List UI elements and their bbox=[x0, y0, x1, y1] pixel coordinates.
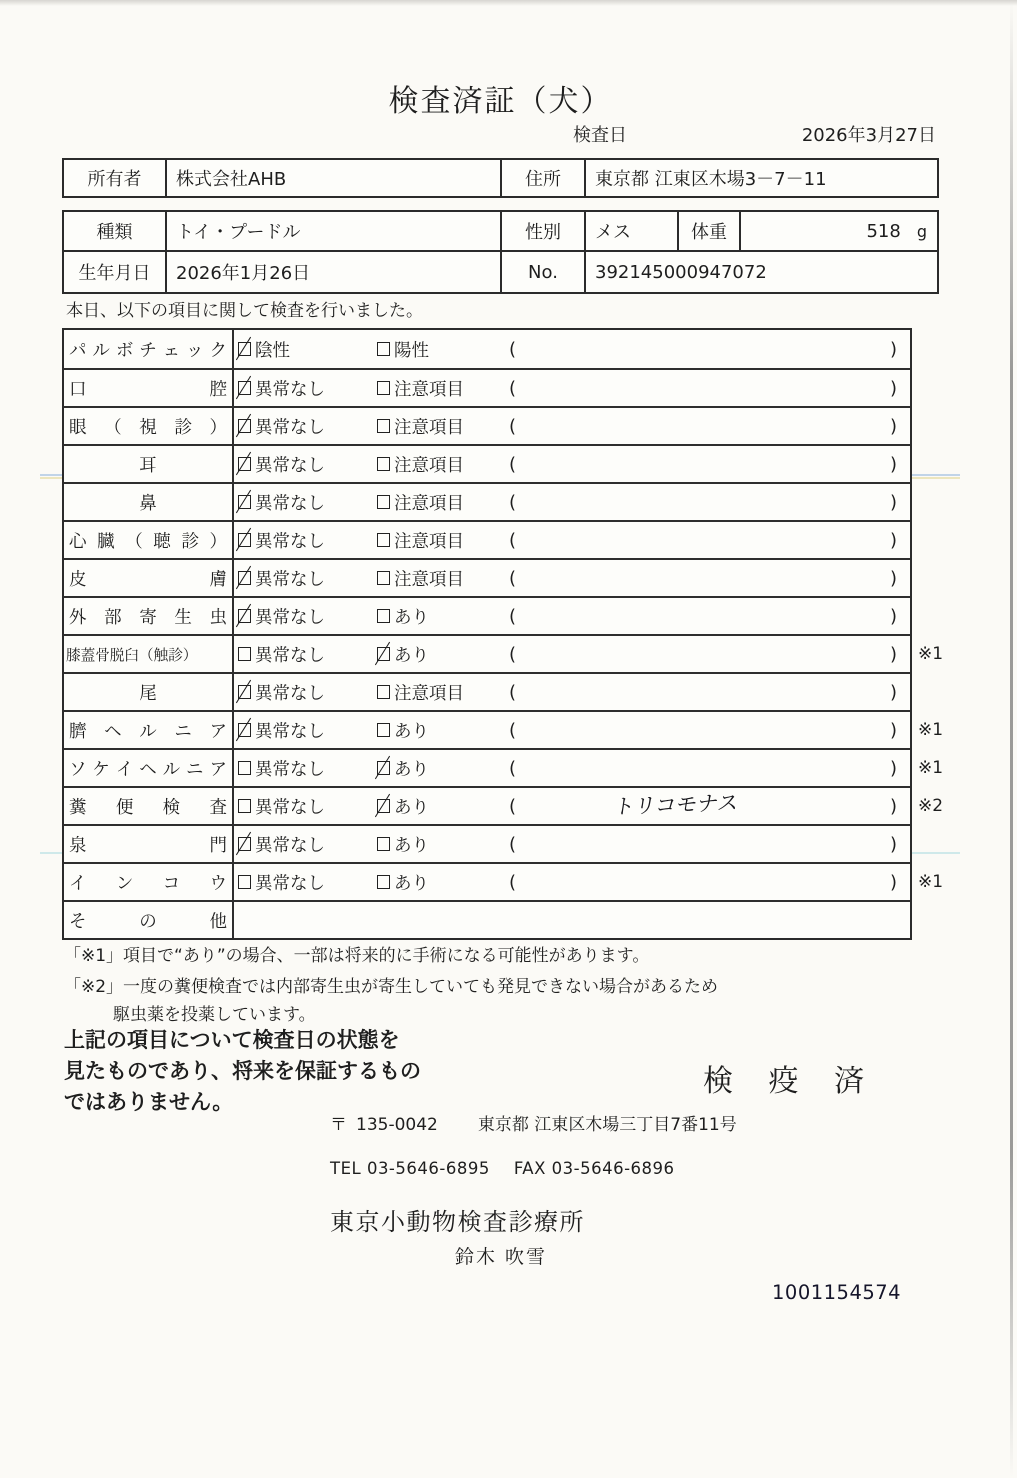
paren-close-char: ) bbox=[889, 377, 897, 399]
veterinarian-name: 鈴木 吹雪 bbox=[455, 1246, 548, 1268]
option-1 bbox=[238, 376, 377, 401]
row-label bbox=[64, 750, 234, 786]
check-table-row bbox=[64, 748, 944, 786]
checkbox-checked-icon bbox=[377, 761, 390, 775]
option-1-label: 異常なし bbox=[255, 493, 325, 514]
row-options bbox=[234, 484, 910, 520]
checkbox-icon bbox=[238, 761, 251, 775]
footnote-mark: ※1 bbox=[918, 872, 944, 892]
row-options bbox=[234, 446, 910, 482]
option-1-label: 異常なし bbox=[255, 683, 325, 704]
paren-open-char: ( bbox=[509, 833, 517, 855]
row-options bbox=[234, 750, 910, 786]
check-table-row bbox=[64, 406, 910, 444]
paren-open-char: ( bbox=[509, 643, 517, 665]
row-label-char: 口 bbox=[69, 379, 87, 400]
row-label bbox=[64, 330, 234, 368]
check-table-row bbox=[64, 520, 910, 558]
row-label-char: 診 bbox=[174, 417, 192, 438]
row-label-char: ニ bbox=[174, 721, 192, 742]
row-options bbox=[234, 788, 910, 824]
row-label-char: 生 bbox=[174, 607, 192, 628]
option-1-label: 異常なし bbox=[255, 797, 325, 818]
row-label-char: 便 bbox=[115, 797, 134, 818]
check-table-row bbox=[64, 900, 910, 938]
option-2 bbox=[377, 604, 509, 629]
option-2 bbox=[377, 490, 509, 515]
option-2-label: 注意項目 bbox=[394, 683, 464, 704]
paren-close-char: ) bbox=[889, 605, 897, 627]
clinic-fax: FAX 03-5646-6896 bbox=[513, 1159, 675, 1178]
quarantine-seal-text: 検 疫 済 bbox=[703, 1064, 878, 1099]
row-label-char: チ bbox=[139, 340, 157, 361]
birth-row bbox=[64, 250, 937, 292]
checkbox-icon bbox=[238, 647, 251, 661]
paren-close-char: ) bbox=[889, 643, 897, 665]
row-label-char: ） bbox=[209, 417, 227, 438]
weight-value: 518 bbox=[866, 220, 901, 242]
option-1-label: 異常なし bbox=[255, 417, 325, 438]
checkbox-checked-icon bbox=[238, 723, 251, 737]
check-table-row bbox=[64, 596, 910, 634]
row-label-char: ソ bbox=[69, 759, 87, 780]
paren-close-char: ) bbox=[889, 529, 897, 551]
option-1-label: 異常なし bbox=[255, 835, 325, 856]
option-1 bbox=[238, 832, 377, 857]
row-label bbox=[64, 408, 234, 444]
checkbox-icon bbox=[238, 799, 251, 813]
option-2-label: 注意項目 bbox=[394, 569, 464, 590]
option-2 bbox=[377, 642, 509, 667]
postal-code: 135-0042 bbox=[356, 1115, 438, 1135]
row-options bbox=[234, 560, 910, 596]
option-2-label: あり bbox=[394, 721, 429, 742]
paren-close-char: ) bbox=[889, 491, 897, 513]
check-table-row bbox=[64, 330, 910, 368]
paren-open-char: ( bbox=[509, 453, 517, 475]
row-label-char: ン bbox=[115, 873, 134, 894]
clinic-address: 東京都 江東区木場三丁目7番11号 bbox=[477, 1115, 737, 1135]
paren-open-char: ( bbox=[509, 605, 517, 627]
checkbox-icon bbox=[238, 875, 251, 889]
owner-value: 株式会社AHB bbox=[165, 160, 500, 196]
clinic-tel: TEL 03-5646-6895 bbox=[330, 1159, 490, 1178]
paren-close-char: ) bbox=[889, 681, 897, 703]
checkbox-checked-icon bbox=[238, 685, 251, 699]
paren-close-char: ) bbox=[889, 871, 897, 893]
option-1 bbox=[238, 337, 377, 362]
row-label-char: ル bbox=[139, 721, 157, 742]
row-label-char: 診 bbox=[181, 531, 199, 552]
checkbox-icon bbox=[377, 609, 390, 623]
row-label-char: コ bbox=[162, 873, 181, 894]
row-label-char: （ bbox=[104, 417, 122, 438]
option-1 bbox=[238, 490, 377, 515]
paren-open-char: ( bbox=[509, 338, 517, 360]
checkbox-checked-icon bbox=[238, 381, 251, 395]
footnote-mark: ※1 bbox=[918, 720, 944, 740]
sex-label: 性別 bbox=[500, 212, 584, 250]
row-options bbox=[234, 826, 910, 862]
disclaimer-line-2: 見たものであり、将来を保証するもの bbox=[64, 1059, 421, 1083]
inspection-date-value: 2026年3月27日 bbox=[801, 125, 936, 146]
checkbox-icon bbox=[377, 685, 390, 699]
paren-close-char: ) bbox=[889, 415, 897, 437]
row-label-char: イ bbox=[69, 873, 87, 894]
footnote-mark: ※1 bbox=[918, 644, 944, 664]
row-label: 膝蓋骨脱臼（触診） bbox=[64, 636, 234, 672]
option-1 bbox=[238, 414, 377, 439]
checkbox-icon bbox=[377, 495, 390, 509]
row-label bbox=[64, 826, 234, 862]
postal-mark: 〒 bbox=[330, 1115, 347, 1135]
breed-value: トイ・プードル bbox=[165, 212, 500, 250]
footnote-2-line1: 「※2」一度の糞便検査では内部寄生虫が寄生していても発見できない場合があるため bbox=[64, 977, 719, 997]
option-2 bbox=[377, 756, 509, 781]
checkbox-checked-icon bbox=[238, 837, 251, 851]
row-label-char: 糞 bbox=[69, 797, 87, 818]
row-options bbox=[234, 330, 910, 368]
weight-label: 体重 bbox=[677, 212, 739, 250]
row-label-char: ウ bbox=[209, 873, 227, 894]
checkbox-icon bbox=[377, 342, 390, 356]
paren-close-char: ) bbox=[889, 338, 897, 360]
option-2-label: 陽性 bbox=[394, 340, 429, 361]
paren-open-char: ( bbox=[509, 377, 517, 399]
option-2 bbox=[377, 452, 509, 477]
checkbox-checked-icon bbox=[238, 342, 251, 356]
check-table-row bbox=[64, 672, 910, 710]
check-table-row bbox=[64, 862, 944, 900]
paren-close-char: ) bbox=[889, 833, 897, 855]
option-1-label: 異常なし bbox=[255, 607, 325, 628]
row-options bbox=[234, 522, 910, 558]
row-label-char: 皮 bbox=[69, 569, 87, 590]
option-1 bbox=[238, 642, 377, 667]
paren-open-char: ( bbox=[509, 491, 517, 513]
paren-open-char: ( bbox=[509, 719, 517, 741]
row-label-char: ル bbox=[162, 759, 181, 780]
sex-value: メス bbox=[584, 212, 677, 250]
row-label-char: 門 bbox=[209, 835, 227, 856]
row-label-char: ニ bbox=[186, 759, 204, 780]
check-table-row bbox=[64, 786, 944, 824]
weight-cell bbox=[739, 212, 937, 250]
paren-open-char: ( bbox=[509, 757, 517, 779]
row-label: 尾 bbox=[64, 674, 234, 710]
paren-open-char: ( bbox=[509, 529, 517, 551]
paren-close-char: ) bbox=[889, 795, 897, 817]
paren-close-char: ) bbox=[889, 567, 897, 589]
checkbox-icon bbox=[377, 533, 390, 547]
check-table-row bbox=[64, 710, 944, 748]
row-label-char: 膚 bbox=[209, 569, 227, 590]
check-table-row bbox=[64, 824, 910, 862]
check-table-row bbox=[64, 444, 910, 482]
checkbox-checked-icon bbox=[238, 457, 251, 471]
row-label: 耳 bbox=[64, 446, 234, 482]
row-label-char: ッ bbox=[186, 340, 204, 361]
row-label-char: 臓 bbox=[97, 531, 115, 552]
paren-open-char: ( bbox=[509, 681, 517, 703]
option-2-label: 注意項目 bbox=[394, 493, 464, 514]
row-label-char: （ bbox=[125, 531, 143, 552]
option-1 bbox=[238, 870, 377, 895]
owner-label: 所有者 bbox=[87, 169, 142, 190]
option-1-label: 陰性 bbox=[255, 340, 290, 361]
row-label-char: 虫 bbox=[209, 607, 227, 628]
owner-table bbox=[62, 158, 939, 198]
checkbox-checked-icon bbox=[238, 571, 251, 585]
row-label bbox=[64, 902, 234, 938]
row-label-char: 査 bbox=[209, 797, 227, 818]
checkbox-icon bbox=[377, 457, 390, 471]
option-2 bbox=[377, 832, 509, 857]
row-label bbox=[64, 522, 234, 558]
option-1-label: 異常なし bbox=[255, 645, 325, 666]
row-label-char: ェ bbox=[162, 340, 181, 361]
inspection-date-label: 検査日 bbox=[573, 125, 627, 146]
birth-value: 2026年1月26日 bbox=[165, 252, 500, 292]
row-options bbox=[234, 598, 910, 634]
checkbox-checked-icon bbox=[377, 799, 390, 813]
disclaimer-line-1: 上記の項目について検査日の状態を bbox=[64, 1028, 400, 1052]
row-label-char: 心 bbox=[69, 531, 87, 552]
breed-row bbox=[64, 212, 937, 250]
disclaimer-line-3: ではありません。 bbox=[64, 1090, 234, 1114]
clinic-postal-row bbox=[330, 1110, 737, 1135]
check-table-row bbox=[64, 482, 910, 520]
row-label-char: ル bbox=[92, 340, 110, 361]
checkbox-checked-icon bbox=[238, 533, 251, 547]
option-1 bbox=[238, 566, 377, 591]
check-table-body bbox=[62, 328, 944, 940]
no-label: No. bbox=[500, 252, 584, 292]
option-2-label: 注意項目 bbox=[394, 417, 464, 438]
row-label-char: そ bbox=[69, 911, 87, 932]
checkbox-checked-icon bbox=[238, 495, 251, 509]
footnote-mark: ※1 bbox=[918, 758, 944, 778]
row-label bbox=[64, 712, 234, 748]
row-label bbox=[64, 788, 234, 824]
disclaimer-statement bbox=[64, 1025, 421, 1118]
row-label-char: 泉 bbox=[69, 835, 87, 856]
option-1-label: 異常なし bbox=[255, 379, 325, 400]
clinic-name: 東京小動物検査診療所 bbox=[330, 1208, 585, 1236]
row-label-char: 臍 bbox=[69, 721, 87, 742]
handwritten-note: トリコモナス bbox=[612, 790, 741, 820]
row-label-char: ヘ bbox=[139, 759, 157, 780]
inspection-date-row bbox=[62, 121, 939, 145]
row-options bbox=[234, 370, 910, 406]
checkbox-icon bbox=[377, 381, 390, 395]
breed-label: 種類 bbox=[96, 222, 133, 243]
row-label-char: イ bbox=[115, 759, 134, 780]
option-2-label: あり bbox=[394, 607, 429, 628]
footnote-2-line2: 駆虫薬を投薬しています。 bbox=[113, 1005, 316, 1025]
intro-text: 本日、以下の項目に関して検査を行いました。 bbox=[66, 301, 423, 321]
footnote-mark: ※2 bbox=[918, 796, 944, 816]
checkbox-icon bbox=[377, 571, 390, 585]
paren-close-char: ) bbox=[889, 757, 897, 779]
row-options bbox=[234, 674, 910, 710]
row-label-char: ボ bbox=[115, 340, 134, 361]
scan-right-edge-line bbox=[1010, 0, 1013, 1478]
option-1 bbox=[238, 452, 377, 477]
address-label: 住所 bbox=[500, 160, 584, 196]
option-1 bbox=[238, 718, 377, 743]
option-2-label: 注意項目 bbox=[394, 455, 464, 476]
option-1-label: 異常なし bbox=[255, 759, 325, 780]
check-table-row bbox=[64, 634, 944, 672]
option-2 bbox=[377, 528, 509, 553]
row-label-char: ア bbox=[209, 759, 227, 780]
row-options bbox=[234, 864, 910, 900]
option-2 bbox=[377, 566, 509, 591]
option-2 bbox=[377, 680, 509, 705]
checkbox-icon bbox=[377, 723, 390, 737]
row-label-char: 検 bbox=[162, 797, 181, 818]
row-options bbox=[234, 636, 910, 672]
row-label-char: 部 bbox=[104, 607, 122, 628]
row-label-char: ア bbox=[209, 721, 227, 742]
paren-open-char: ( bbox=[509, 795, 517, 817]
row-label bbox=[64, 370, 234, 406]
clinic-tel-row bbox=[330, 1159, 675, 1178]
option-1 bbox=[238, 680, 377, 705]
row-label-char: の bbox=[139, 911, 157, 932]
footnote-1: 「※1」項目で“あり”の場合、一部は将来的に手術になる可能性があります。 bbox=[64, 946, 650, 966]
address-value: 東京都 江東区木場3－7－11 bbox=[584, 160, 937, 196]
checkbox-checked-icon bbox=[238, 609, 251, 623]
option-1 bbox=[238, 756, 377, 781]
check-table-row bbox=[64, 368, 910, 406]
paren-open-char: ( bbox=[509, 415, 517, 437]
option-2-label: あり bbox=[394, 797, 429, 818]
animal-info-table bbox=[62, 210, 939, 294]
row-label bbox=[64, 598, 234, 634]
document-title: 検査済証（犬） bbox=[388, 84, 613, 119]
option-2-label: あり bbox=[394, 835, 429, 856]
option-2-label: あり bbox=[394, 873, 429, 894]
option-2-label: 注意項目 bbox=[394, 531, 464, 552]
paren-open-char: ( bbox=[509, 567, 517, 589]
paren-close-char: ) bbox=[889, 719, 897, 741]
option-1-label: 異常なし bbox=[255, 721, 325, 742]
serial-number: 1001154574 bbox=[772, 1281, 902, 1304]
option-1-label: 異常なし bbox=[255, 531, 325, 552]
option-2 bbox=[377, 414, 509, 439]
row-label-char: パ bbox=[69, 340, 87, 361]
row-label: 鼻 bbox=[64, 484, 234, 520]
option-2 bbox=[377, 337, 509, 362]
row-label bbox=[64, 560, 234, 596]
owner-table-row bbox=[64, 160, 937, 196]
checkbox-icon bbox=[377, 875, 390, 889]
row-label-char: ヘ bbox=[104, 721, 122, 742]
row-label bbox=[64, 864, 234, 900]
option-1-label: 異常なし bbox=[255, 569, 325, 590]
row-label-char: 他 bbox=[209, 911, 227, 932]
row-options bbox=[234, 712, 910, 748]
paren-close-char: ) bbox=[889, 453, 897, 475]
option-1 bbox=[238, 794, 377, 819]
option-2 bbox=[377, 794, 509, 819]
option-2 bbox=[377, 718, 509, 743]
row-label-char: 眼 bbox=[69, 417, 87, 438]
row-label-char: 腔 bbox=[209, 379, 227, 400]
checkbox-icon bbox=[377, 837, 390, 851]
row-label-char: ） bbox=[209, 531, 227, 552]
option-2-label: 注意項目 bbox=[394, 379, 464, 400]
option-1-label: 異常なし bbox=[255, 873, 325, 894]
row-label-char: ク bbox=[209, 340, 227, 361]
birth-label: 生年月日 bbox=[78, 263, 151, 284]
option-1 bbox=[238, 528, 377, 553]
checkbox-icon bbox=[377, 419, 390, 433]
option-2 bbox=[377, 376, 509, 401]
row-label-char: 聴 bbox=[153, 531, 171, 552]
row-label-char: ケ bbox=[92, 759, 110, 780]
row-label-char: 寄 bbox=[139, 607, 157, 628]
checkbox-checked-icon bbox=[238, 419, 251, 433]
row-label-char: 外 bbox=[69, 607, 87, 628]
note-area bbox=[516, 791, 890, 821]
option-1 bbox=[238, 604, 377, 629]
option-2-label: あり bbox=[394, 759, 429, 780]
row-options bbox=[234, 408, 910, 444]
weight-unit: g bbox=[916, 221, 927, 241]
row-label-char: 視 bbox=[139, 417, 157, 438]
no-value: 392145000947072 bbox=[584, 252, 937, 292]
option-2 bbox=[377, 870, 509, 895]
option-2-label: あり bbox=[394, 645, 429, 666]
check-table-row bbox=[64, 558, 910, 596]
checkbox-checked-icon bbox=[377, 647, 390, 661]
row-options bbox=[234, 902, 910, 938]
option-1-label: 異常なし bbox=[255, 455, 325, 476]
paren-open-char: ( bbox=[509, 871, 517, 893]
scan-top-shadow bbox=[0, 0, 1017, 6]
